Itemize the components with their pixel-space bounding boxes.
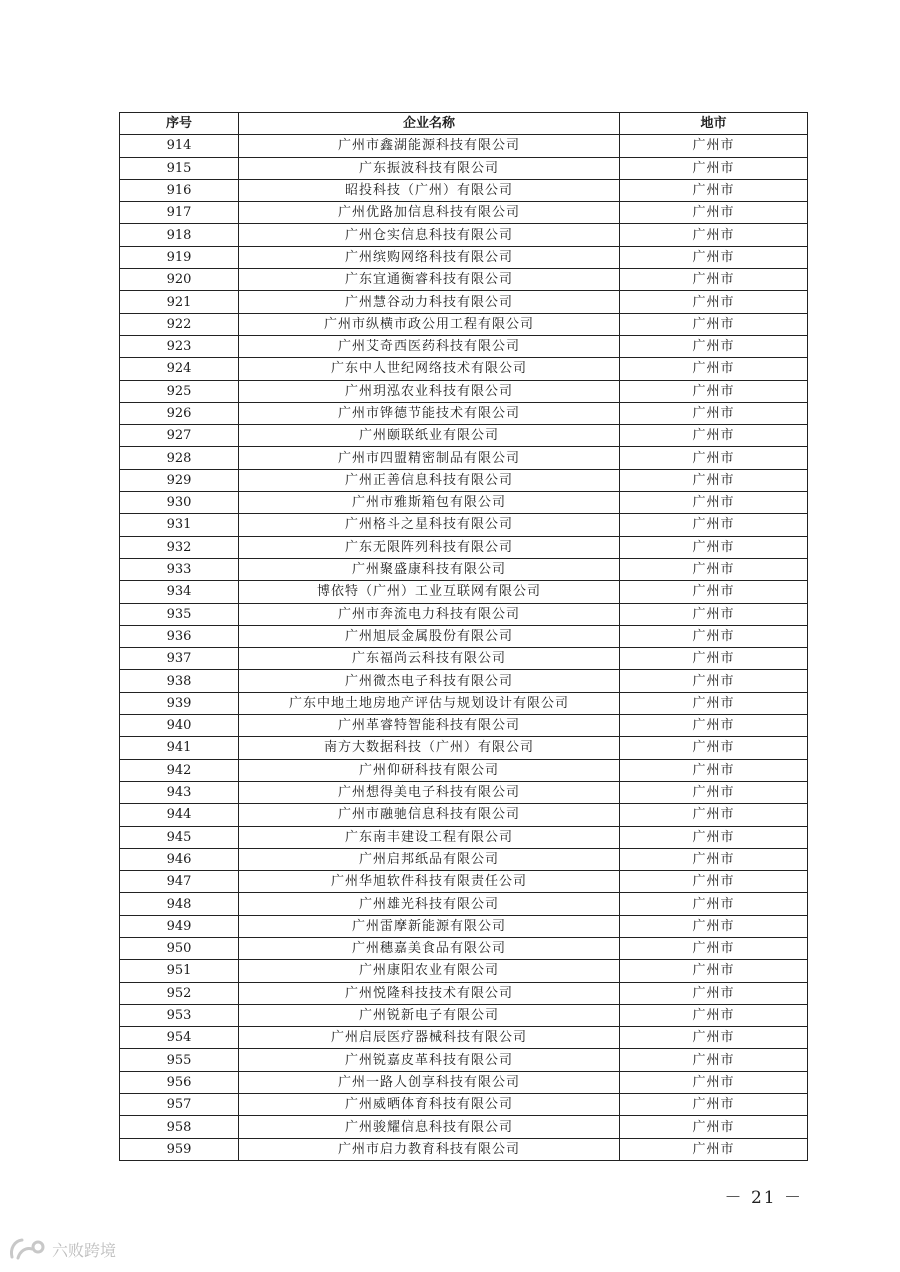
- row-company-name: 广州玥泓农业科技有限公司: [239, 380, 620, 402]
- row-company-name: 广州颐联纸业有限公司: [239, 425, 620, 447]
- row-serial-number: 924: [120, 358, 239, 380]
- table-row: [120, 358, 808, 380]
- table-row: [120, 469, 808, 491]
- row-serial-number: 941: [120, 737, 239, 759]
- table-row: [120, 1138, 808, 1160]
- row-company-name: 广州启邦纸品有限公司: [239, 848, 620, 870]
- row-city: 广州市: [620, 581, 808, 603]
- table-row: [120, 492, 808, 514]
- logo-icon: [8, 1237, 48, 1261]
- row-company-name: 广州市奔流电力科技有限公司: [239, 603, 620, 625]
- table-row: [120, 1071, 808, 1093]
- row-company-name: 广州威晒体育科技有限公司: [239, 1094, 620, 1116]
- row-serial-number: 920: [120, 269, 239, 291]
- row-city: 广州市: [620, 937, 808, 959]
- row-serial-number: 955: [120, 1049, 239, 1071]
- row-company-name: 广州格斗之星科技有限公司: [239, 514, 620, 536]
- row-company-name: 广州华旭软件科技有限责任公司: [239, 871, 620, 893]
- row-serial-number: 923: [120, 335, 239, 357]
- table-row: [120, 313, 808, 335]
- row-city: 广州市: [620, 246, 808, 268]
- row-company-name: 广州想得美电子科技有限公司: [239, 781, 620, 803]
- row-serial-number: 917: [120, 202, 239, 224]
- table-row: [120, 603, 808, 625]
- row-serial-number: 958: [120, 1116, 239, 1138]
- row-serial-number: 957: [120, 1094, 239, 1116]
- row-serial-number: 951: [120, 960, 239, 982]
- row-serial-number: 931: [120, 514, 239, 536]
- row-company-name: 广州骏耀信息科技有限公司: [239, 1116, 620, 1138]
- row-city: 广州市: [620, 1049, 808, 1071]
- row-city: 广州市: [620, 759, 808, 781]
- row-city: 广州市: [620, 179, 808, 201]
- row-company-name: 广州正善信息科技有限公司: [239, 469, 620, 491]
- table-body: [120, 135, 808, 1161]
- row-serial-number: 956: [120, 1071, 239, 1093]
- row-city: 广州市: [620, 447, 808, 469]
- row-city: 广州市: [620, 648, 808, 670]
- row-serial-number: 921: [120, 291, 239, 313]
- table-row: [120, 715, 808, 737]
- row-serial-number: 944: [120, 804, 239, 826]
- row-company-name: 广州市纵横市政公用工程有限公司: [239, 313, 620, 335]
- row-serial-number: 926: [120, 402, 239, 424]
- row-city: 广州市: [620, 960, 808, 982]
- row-city: 广州市: [620, 157, 808, 179]
- row-city: 广州市: [620, 202, 808, 224]
- table-row: [120, 692, 808, 714]
- page-number: － 21 －: [724, 1188, 803, 1208]
- row-city: 广州市: [620, 1116, 808, 1138]
- row-company-name: 广州穗嘉美食品有限公司: [239, 937, 620, 959]
- row-company-name: 昭投科技（广州）有限公司: [239, 179, 620, 201]
- row-company-name: 广州艾奇西医药科技有限公司: [239, 335, 620, 357]
- row-serial-number: 934: [120, 581, 239, 603]
- row-company-name: 广东中人世纪网络技术有限公司: [239, 358, 620, 380]
- table-row: [120, 402, 808, 424]
- row-city: 广州市: [620, 380, 808, 402]
- row-company-name: 广州微杰电子科技有限公司: [239, 670, 620, 692]
- row-city: 广州市: [620, 291, 808, 313]
- row-serial-number: 930: [120, 492, 239, 514]
- row-city: 广州市: [620, 1094, 808, 1116]
- row-company-name: 广州慧谷动力科技有限公司: [239, 291, 620, 313]
- table-row: [120, 380, 808, 402]
- row-serial-number: 925: [120, 380, 239, 402]
- row-serial-number: 948: [120, 893, 239, 915]
- table-row: [120, 1027, 808, 1049]
- row-serial-number: 919: [120, 246, 239, 268]
- row-city: 广州市: [620, 558, 808, 580]
- row-city: 广州市: [620, 737, 808, 759]
- company-table-container: [119, 112, 807, 1161]
- row-serial-number: 940: [120, 715, 239, 737]
- row-serial-number: 918: [120, 224, 239, 246]
- row-company-name: 广州市启力教育科技有限公司: [239, 1138, 620, 1160]
- table-row: [120, 848, 808, 870]
- row-company-name: 广州聚盛康科技有限公司: [239, 558, 620, 580]
- row-city: 广州市: [620, 692, 808, 714]
- row-company-name: 广州雷摩新能源有限公司: [239, 915, 620, 937]
- row-serial-number: 950: [120, 937, 239, 959]
- row-serial-number: 938: [120, 670, 239, 692]
- table-row: [120, 224, 808, 246]
- table-row: [120, 625, 808, 647]
- row-city: 广州市: [620, 915, 808, 937]
- row-company-name: 广州雄光科技有限公司: [239, 893, 620, 915]
- row-city: 广州市: [620, 313, 808, 335]
- row-company-name: 广东振波科技有限公司: [239, 157, 620, 179]
- row-company-name: 广州市鑫湖能源科技有限公司: [239, 135, 620, 157]
- header-company-name: 企业名称: [239, 113, 620, 135]
- row-city: 广州市: [620, 425, 808, 447]
- row-city: 广州市: [620, 514, 808, 536]
- row-serial-number: 937: [120, 648, 239, 670]
- row-city: 广州市: [620, 871, 808, 893]
- row-city: 广州市: [620, 804, 808, 826]
- row-company-name: 广东中地土地房地产评估与规划设计有限公司: [239, 692, 620, 714]
- table-row: [120, 135, 808, 157]
- table-row: [120, 447, 808, 469]
- table-row: [120, 1094, 808, 1116]
- table-row: [120, 960, 808, 982]
- table-row: [120, 246, 808, 268]
- header-city: 地市: [620, 113, 808, 135]
- row-company-name: 广州缤购网络科技有限公司: [239, 246, 620, 268]
- row-city: 广州市: [620, 269, 808, 291]
- row-company-name: 广东南丰建设工程有限公司: [239, 826, 620, 848]
- row-company-name: 广州市四盟精密制品有限公司: [239, 447, 620, 469]
- row-city: 广州市: [620, 781, 808, 803]
- table-row: [120, 335, 808, 357]
- row-city: 广州市: [620, 848, 808, 870]
- table-row: [120, 737, 808, 759]
- row-city: 广州市: [620, 492, 808, 514]
- row-city: 广州市: [620, 135, 808, 157]
- row-serial-number: 914: [120, 135, 239, 157]
- row-company-name: 广东福尚云科技有限公司: [239, 648, 620, 670]
- row-city: 广州市: [620, 402, 808, 424]
- row-serial-number: 933: [120, 558, 239, 580]
- table-row: [120, 581, 808, 603]
- row-city: 广州市: [620, 1027, 808, 1049]
- table-row: [120, 826, 808, 848]
- row-city: 广州市: [620, 625, 808, 647]
- table-row: [120, 893, 808, 915]
- watermark-text: 六败跨境: [52, 1240, 117, 1260]
- table-header: [120, 113, 808, 135]
- table-row: [120, 759, 808, 781]
- header-serial-number: 序号: [120, 113, 239, 135]
- row-company-name: 广州启辰医疗器械科技有限公司: [239, 1027, 620, 1049]
- table-row: [120, 269, 808, 291]
- row-company-name: 广东无限阵列科技有限公司: [239, 536, 620, 558]
- row-serial-number: 935: [120, 603, 239, 625]
- table-row: [120, 179, 808, 201]
- row-company-name: 广州旭辰金属股份有限公司: [239, 625, 620, 647]
- table-row: [120, 202, 808, 224]
- table-row: [120, 937, 808, 959]
- row-city: 广州市: [620, 224, 808, 246]
- row-city: 广州市: [620, 1138, 808, 1160]
- row-company-name: 广州康阳农业有限公司: [239, 960, 620, 982]
- table-row: [120, 291, 808, 313]
- row-company-name: 广州悦隆科技技术有限公司: [239, 982, 620, 1004]
- row-serial-number: 942: [120, 759, 239, 781]
- row-company-name: 广州优路加信息科技有限公司: [239, 202, 620, 224]
- row-serial-number: 932: [120, 536, 239, 558]
- row-company-name: 广州市融驰信息科技有限公司: [239, 804, 620, 826]
- row-city: 广州市: [620, 1004, 808, 1026]
- company-table: [119, 112, 808, 1161]
- row-serial-number: 949: [120, 915, 239, 937]
- row-company-name: 博依特（广州）工业互联网有限公司: [239, 581, 620, 603]
- row-serial-number: 943: [120, 781, 239, 803]
- row-company-name: 广州一路人创享科技有限公司: [239, 1071, 620, 1093]
- table-row: [120, 558, 808, 580]
- table-row: [120, 514, 808, 536]
- row-city: 广州市: [620, 536, 808, 558]
- row-company-name: 广州革睿特智能科技有限公司: [239, 715, 620, 737]
- row-city: 广州市: [620, 715, 808, 737]
- row-city: 广州市: [620, 469, 808, 491]
- row-company-name: 广州锐嘉皮革科技有限公司: [239, 1049, 620, 1071]
- table-row: [120, 781, 808, 803]
- row-serial-number: 922: [120, 313, 239, 335]
- table-row: [120, 804, 808, 826]
- row-serial-number: 916: [120, 179, 239, 201]
- row-company-name: 广州锐新电子有限公司: [239, 1004, 620, 1026]
- row-serial-number: 952: [120, 982, 239, 1004]
- table-row: [120, 915, 808, 937]
- row-city: 广州市: [620, 893, 808, 915]
- row-serial-number: 915: [120, 157, 239, 179]
- row-serial-number: 936: [120, 625, 239, 647]
- table-row: [120, 536, 808, 558]
- table-row: [120, 670, 808, 692]
- table-row: [120, 1049, 808, 1071]
- table-row: [120, 982, 808, 1004]
- row-serial-number: 928: [120, 447, 239, 469]
- row-city: 广州市: [620, 603, 808, 625]
- table-row: [120, 871, 808, 893]
- table-row: [120, 157, 808, 179]
- table-row: [120, 648, 808, 670]
- row-city: 广州市: [620, 1071, 808, 1093]
- row-serial-number: 947: [120, 871, 239, 893]
- row-serial-number: 946: [120, 848, 239, 870]
- watermark: [8, 1237, 116, 1261]
- row-serial-number: 945: [120, 826, 239, 848]
- row-city: 广州市: [620, 982, 808, 1004]
- row-city: 广州市: [620, 826, 808, 848]
- header-row: [120, 113, 808, 135]
- row-company-name: 广东宜通衡睿科技有限公司: [239, 269, 620, 291]
- row-serial-number: 953: [120, 1004, 239, 1026]
- table-row: [120, 425, 808, 447]
- table-row: [120, 1004, 808, 1026]
- row-company-name: 广州市雅斯箱包有限公司: [239, 492, 620, 514]
- row-serial-number: 954: [120, 1027, 239, 1049]
- row-company-name: 南方大数据科技（广州）有限公司: [239, 737, 620, 759]
- row-city: 广州市: [620, 335, 808, 357]
- table-row: [120, 1116, 808, 1138]
- row-company-name: 广州仓实信息科技有限公司: [239, 224, 620, 246]
- row-serial-number: 939: [120, 692, 239, 714]
- row-serial-number: 929: [120, 469, 239, 491]
- row-city: 广州市: [620, 358, 808, 380]
- row-serial-number: 959: [120, 1138, 239, 1160]
- row-company-name: 广州仰研科技有限公司: [239, 759, 620, 781]
- row-serial-number: 927: [120, 425, 239, 447]
- row-city: 广州市: [620, 670, 808, 692]
- row-company-name: 广州市铧德节能技术有限公司: [239, 402, 620, 424]
